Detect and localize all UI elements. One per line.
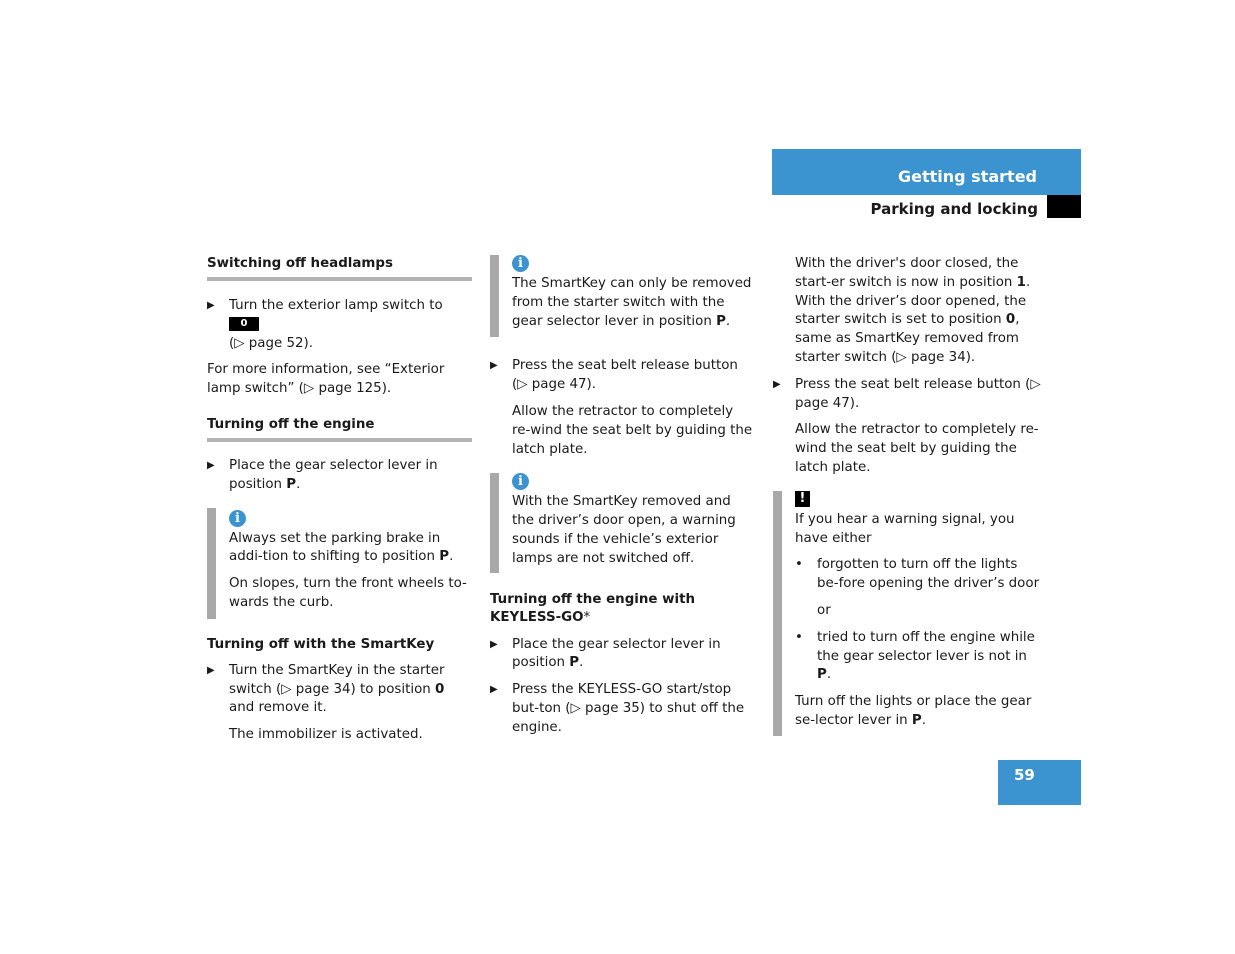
note-bar <box>490 255 499 337</box>
column-1 <box>207 255 472 745</box>
info-note-parking-brake: i Always set the parking brake in addi-tion to shifting to position P. On slopes, turn the front wheels to-wards the curb. <box>207 508 472 619</box>
bullet-arrow-icon: ▶ <box>207 300 215 311</box>
page-number-box <box>998 760 1081 805</box>
step-gear-selector: ▶ Place the gear selector lever in position P. <box>207 457 438 492</box>
warning-note-lights: ! If you hear a warning signal, you have either • forgotten to turn off the lights be-fore opening the driver’s door or • tried to turn off the engine while the gear selector lever is not in P. Turn off the lights or place the gear se-lector lever in P. <box>773 491 1041 736</box>
info-note-warning-sound: i With the SmartKey removed and the driver’s door open, a warning sounds if the vehicle’s exterior lamps are not switched off. <box>490 473 755 572</box>
note-bar <box>207 508 216 619</box>
step-turn-smartkey: ▶ Turn the SmartKey in the starter switch (▷ page 34) to position 0 and remove it. <box>207 662 445 716</box>
immobilizer-text: The immobilizer is activated. <box>229 727 423 743</box>
note-bar <box>490 473 499 572</box>
column-3 <box>773 255 1041 736</box>
note-bar <box>773 491 782 736</box>
retractor-text-2: Allow the retractor to completely re-wind the seat belt by guiding the latch plate. <box>795 422 1039 475</box>
bullet-arrow-icon: ▶ <box>490 360 498 372</box>
bullet-arrow-icon: ▶ <box>490 638 498 650</box>
bullet-dot-icon: • <box>795 629 803 645</box>
warning-icon: ! <box>795 491 810 507</box>
info-note-smartkey-removal: i The SmartKey can only be removed from the starter switch with the gear selector lever in position P. <box>490 255 755 337</box>
bullet-arrow-icon: ▶ <box>207 459 215 471</box>
info-icon: i <box>512 255 529 272</box>
subsection-title: Parking and locking <box>870 200 1038 218</box>
step-keyless-stop: ▶ Press the KEYLESS-GO start/stop but-ton (▷ page 35) to shut off the engine. <box>490 682 745 735</box>
heading-keyless-go: Turning off the engine with KEYLESS-GO* <box>490 591 696 625</box>
header-section-banner <box>772 149 1081 195</box>
bullet-dot-icon: • <box>795 557 803 573</box>
step-gear-selector-keyless: ▶ Place the gear selector lever in position P. <box>490 636 721 671</box>
list-item: • forgotten to turn off the lights be-fore opening the driver’s door <box>795 557 1040 592</box>
info-icon: i <box>512 473 529 490</box>
step-seat-belt-release: ▶ Press the seat belt release button (▷ page 47). <box>490 358 738 393</box>
bullet-arrow-icon: ▶ <box>773 378 781 390</box>
step-exterior-lamp: ▶ Turn the exterior lamp switch to 0 (▷ page 52). <box>207 298 443 351</box>
lamp-switch-0-icon: 0 <box>229 317 259 331</box>
exterior-lamp-info: For more information, see “Exterior lamp switch” (▷ page 125). <box>207 362 445 397</box>
section-title: Getting started <box>898 167 1037 186</box>
step-seat-belt-release-2: ▶ Press the seat belt release button (▷ page 47). <box>773 376 1041 411</box>
header-marker <box>1047 195 1081 218</box>
info-icon: i <box>229 510 246 527</box>
bullet-arrow-icon: ▶ <box>207 664 215 676</box>
retractor-text: Allow the retractor to completely re-wind the seat belt by guiding the latch plate. <box>512 403 753 457</box>
heading-turning-off-smartkey: Turning off with the SmartKey <box>207 636 435 652</box>
bullet-arrow-icon: ▶ <box>490 684 498 696</box>
column-2 <box>490 255 755 738</box>
page-number: 59 <box>1014 766 1035 784</box>
heading-switching-off-headlamps: Switching off headlamps <box>207 256 393 271</box>
heading-turning-off-engine: Turning off the engine <box>207 416 375 432</box>
list-item: • tried to turn off the engine while the gear selector lever is not in P. <box>795 629 1035 683</box>
starter-switch-text: With the driver's door closed, the start-er switch is now in position 1. With the driver’s door opened, the starter switch is set to position 0, same as SmartKey removed from starter switch (▷ page 34). <box>795 256 1031 365</box>
